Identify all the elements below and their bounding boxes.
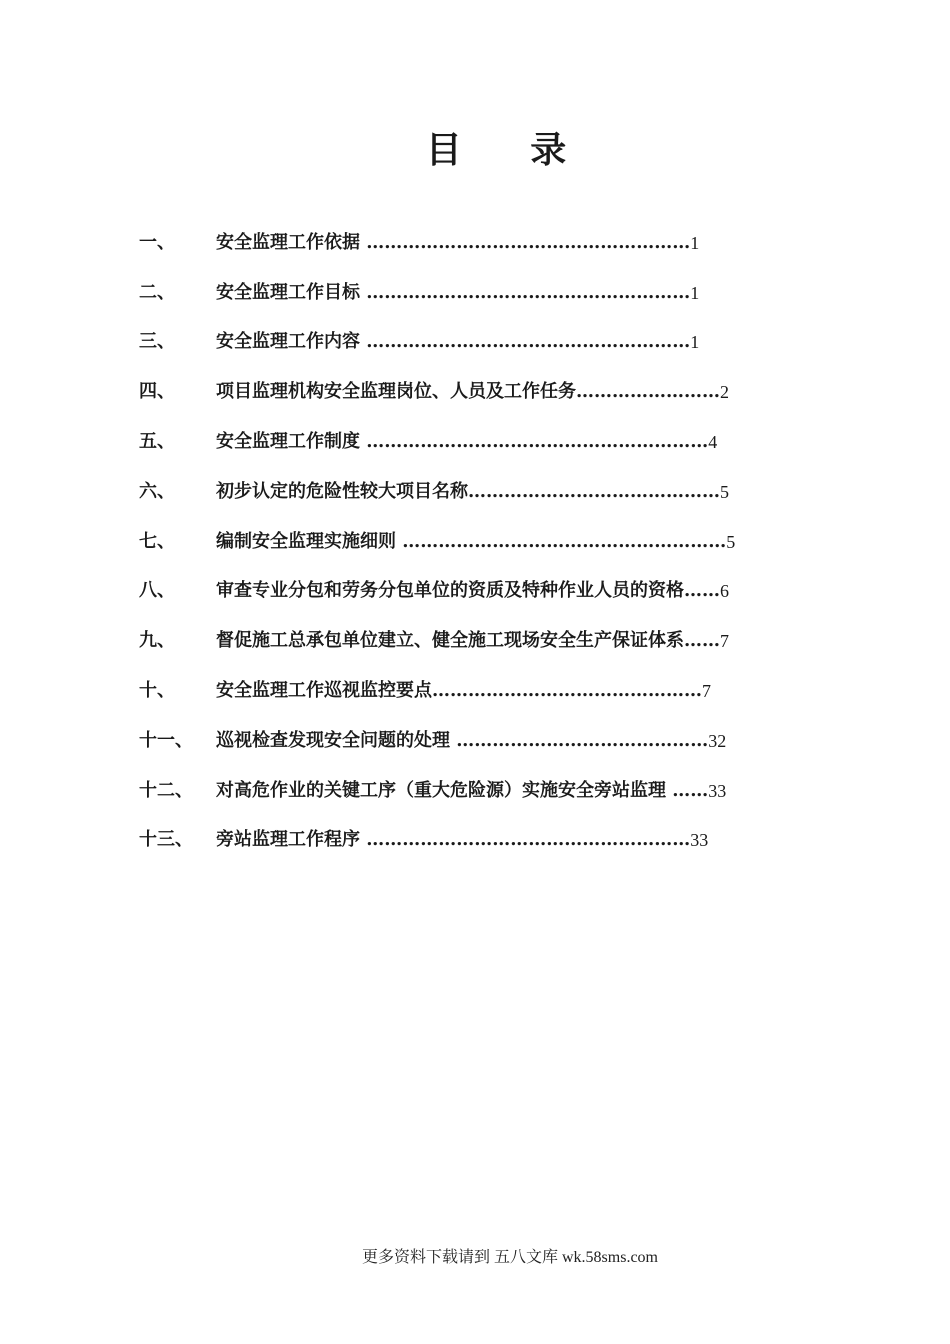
toc-number: 十一、: [139, 729, 193, 751]
toc-row[interactable]: [139, 417, 819, 467]
toc-entry-text: 安全监理工作巡视监控要点………………………………………: [216, 680, 702, 702]
toc-page-number: 4: [708, 432, 718, 453]
toc-number: 五、: [139, 431, 175, 453]
toc-entry-text: 安全监理工作制度 …………………………………………………: [216, 431, 709, 453]
toc-entry-text: 编制安全监理实施细则 ………………………………………………: [216, 530, 727, 552]
toc-entry-text: 初步认定的危险性较大项目名称……………………………………: [216, 480, 720, 502]
toc-number: 一、: [139, 231, 175, 253]
page-title: 目 录: [425, 129, 595, 171]
toc-row[interactable]: [139, 517, 819, 567]
toc-page-number: 5: [720, 481, 729, 502]
toc-number: 九、: [139, 630, 175, 652]
toc-entry-text: 项目监理机构安全监理岗位、人员及工作任务……………………: [216, 381, 720, 403]
toc-page-number: 1: [690, 282, 700, 303]
toc-row[interactable]: [139, 467, 819, 517]
toc-entry-text: 巡视检查发现安全问题的处理 ……………………………………: [216, 729, 709, 751]
toc-page-number: 33: [690, 830, 709, 851]
toc-number: 八、: [139, 580, 175, 602]
toc-page-number: 5: [726, 531, 736, 552]
toc-row[interactable]: [139, 367, 819, 417]
toc-number: 三、: [139, 331, 175, 353]
toc-number: 十三、: [139, 829, 193, 851]
toc-row[interactable]: [139, 616, 819, 666]
toc-row[interactable]: [139, 567, 819, 617]
toc-page-number: 7: [702, 681, 711, 702]
toc-number: 二、: [139, 281, 175, 303]
toc-entry-text: 审查专业分包和劳务分包单位的资质及特种作业人员的资格……: [216, 580, 720, 602]
toc-row[interactable]: [139, 318, 819, 368]
toc-row[interactable]: [139, 268, 819, 318]
toc-number: 七、: [139, 530, 175, 552]
toc-entry-text: 安全监理工作目标 ………………………………………………: [216, 281, 691, 303]
toc-page-number: 32: [708, 730, 727, 751]
toc-row[interactable]: [139, 766, 819, 816]
toc-entry-text: 安全监理工作依据 ………………………………………………: [216, 231, 691, 253]
toc-number: 十二、: [139, 779, 193, 801]
toc-entry-text: 旁站监理工作程序 ………………………………………………: [216, 829, 691, 851]
toc-row[interactable]: [139, 666, 819, 716]
toc-page-number: 2: [720, 382, 729, 403]
table-of-contents: [139, 218, 819, 865]
toc-entry-text: 安全监理工作内容 ………………………………………………: [216, 331, 691, 353]
toc-page-number: 6: [720, 581, 729, 602]
toc-page-number: 33: [708, 780, 727, 801]
toc-row[interactable]: [139, 716, 819, 766]
toc-number: 四、: [139, 381, 175, 403]
toc-number: 六、: [139, 480, 175, 502]
toc-page-number: 1: [690, 332, 700, 353]
toc-entry-text: 督促施工总承包单位建立、健全施工现场安全生产保证体系……: [216, 630, 720, 652]
toc-row[interactable]: [139, 218, 819, 268]
toc-page-number: 7: [720, 631, 729, 652]
toc-entry-text: 对高危作业的关键工序（重大危险源）实施安全旁站监理 ……: [216, 779, 709, 801]
footer-note: 更多资料下载请到 五八文库 wk.58sms.com: [361, 1249, 658, 1266]
toc-number: 十、: [139, 680, 175, 702]
toc-row[interactable]: [139, 816, 819, 866]
toc-page-number: 1: [690, 232, 700, 253]
